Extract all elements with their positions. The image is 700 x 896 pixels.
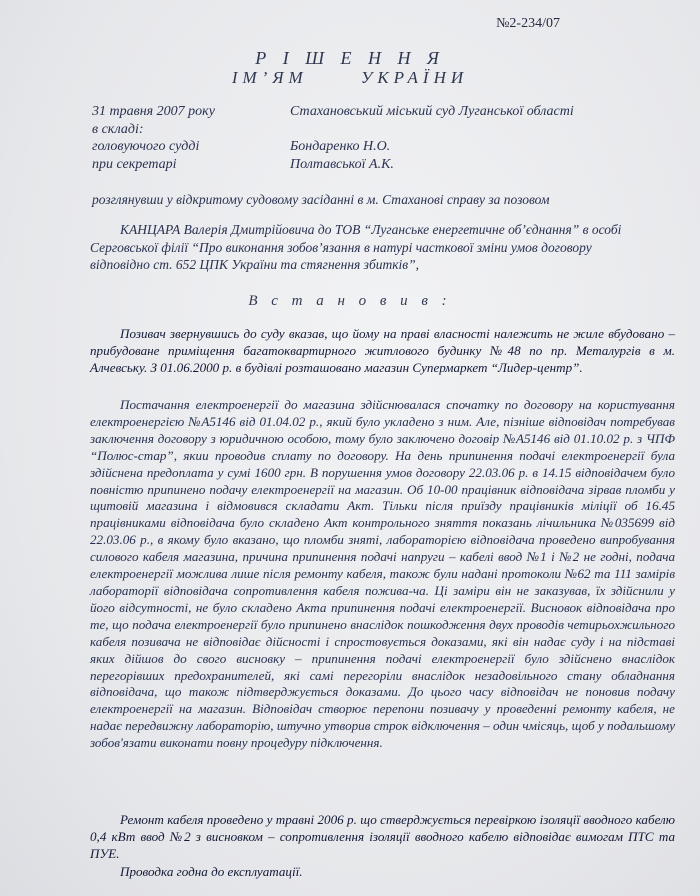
- judge-name: Бондаренко Н.О.: [290, 139, 391, 154]
- paragraph-1-text: Позивач звернувшись до суду вказав, що йому на праві власності належить не жиле вбудовано – прибудоване приміщення багатоквартирного житлового будинку №48 по пр. Металургів в м. Алчевську. З 01.06.2000 р. в будівлі розташовано магазин Супермаркет “Лидер-центр”.: [90, 326, 675, 375]
- secretary-name: Полтавської А.К.: [290, 157, 394, 172]
- claim-line-2: Серговської філії “Про виконання зобов’язання в натурі часткової зміни умов договору: [90, 240, 592, 255]
- case-number: №2-234/07: [496, 16, 560, 31]
- subtitle-word-2: УКРАЇНИ: [360, 68, 469, 87]
- paragraph-4-text: Проводка годна до експлуатації.: [120, 864, 303, 879]
- paragraph-4: [90, 864, 675, 881]
- decision-date: 31 травня 2007 року: [92, 104, 215, 119]
- paragraph-3: [90, 812, 675, 863]
- established-heading: В с т а н о в и в :: [248, 293, 452, 309]
- subtitle-word-1: ІМ’ЯМ: [231, 68, 308, 87]
- decision-subtitle: [0, 68, 700, 88]
- paragraph-2-text: Постачання електроенергії до магазина здійснювалася спочатку по договору на користування електроенергією №А5146 від 01.04.02 р., який було укладено з ним. Але, пізніше відповідач потребував заключення договору з юридичною особою, тому було заключено договір №А5146 від 01.10.02 р. з ЧПФ “Полюс-стар”, якии проводив сплату по договору. На день припинення подачі електроенергії була здійснена предоплата у сумі 1600 грн. В порушення умов договору 22.03.06 р. в 14.15 відповідачем було повністю припинено подачу електроенергії на магазин. Об 10-00 працівник відповідача зірвав пломби у щитовій магазина і відмовився складати Акт. Тільки після приїзду працівників міліції об 16.45 працівниками відповідача було складено Акт контрольного зняття показань лічильника №035699 від 22.03.06 р., в якому було вказано, що пломби зняті, лабораторією відповідача проведено випробування силового кабеля магазина, причина припинення подачі напруги – кабелі ввод №1 і №2 не годні, подача електроенергії можлива лише після ремонту кабеля, також були надані протоколи №62 та 111 замірів лабораторії відповідача сопротивлення кабеля пожива-ча. Ці заміри він не заказував, їх здійснили у його відсутності, не було складено Акта припинення подачі електроенергії. Висновок відповідача про те, що подача електроенергії було припинено внаслідок пошкодження двух проводів четирьохжильного кабеля позивача не відповідає дійсності і спростовується доказами, які він надає суду і на підставі яких дійшов до свого висновку – припинення подачі електроенергії було здійснено внаслідок перегорівших предохранителей, які самі перегоріли внаслідок незадовільного стану обладнання відповідача, що також підтверджується доказами. До цього часу відповідач не поновив подачу електроенергії на магазин. Відповідач створює перепони позивачу у проведенні ремонту кабеля, не надає передвижну лабораторію, штучно утворив строк відключення – один чмісяць, щоб у подальшому зобов'язати виконати повну процедуру підключення.: [90, 397, 675, 751]
- decision-title: Р І Ш Е Н Н Я: [255, 48, 445, 68]
- judge-label: головуючого судді: [92, 139, 200, 154]
- claim-line-3: відповідно ст. 652 ЦПК України та стягнення збитків”,: [90, 257, 420, 272]
- paragraph-3-text: Ремонт кабеля проведено у травні 2006 р. що стверджується перевіркою ізоляції вводного кабелю 0,4 кВт ввод №2 з висновком – сопротивлення ізоляції вводного кабелю відповідає вимогам ПТС та ПУЕ.: [90, 812, 675, 861]
- claim-line-1: КАНЦАРА Валерія Дмитрійовича до ТОВ “Луганське енергетичне об’єднання” в особі: [120, 222, 622, 237]
- paragraph-1: [90, 326, 675, 377]
- court-name: Стахановський міський суд Луганської області: [290, 104, 574, 119]
- considered-statement: розглянувши у відкритому судовому засіданні в м. Стаханові справу за позовом: [92, 192, 550, 207]
- secretary-label: при секретарі: [92, 157, 177, 172]
- composition-label: в складі:: [92, 122, 144, 137]
- paragraph-2: [90, 397, 675, 752]
